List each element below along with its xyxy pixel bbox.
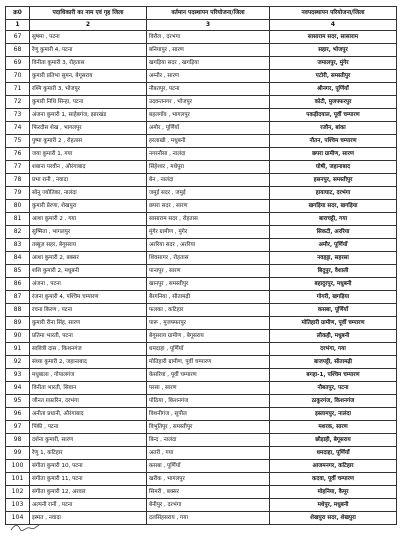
current-posting-cell: बेगूसराय ग्रामीण , बेगूसराय — [147, 330, 270, 343]
new-posting-cell: नौबतपुर, पटना — [270, 382, 397, 395]
new-posting-cell: धमदाहा, पूर्णियाँ — [270, 447, 397, 460]
current-posting-cell: मुंगेर ग्रामीण , मुंगेर — [147, 226, 270, 239]
new-posting-cell: ठाकुरगंज, किशनगंज — [270, 395, 397, 408]
name-cell: कुमारी प्रेरणा, शेखपुरा — [30, 200, 147, 213]
serial-cell: 99 — [6, 447, 30, 460]
name-cell: संगीता कुमारी 12, अरवल — [30, 486, 147, 499]
new-posting-cell: हायाघाट, दरभंगा — [270, 187, 397, 200]
name-cell: रेणु 1, कटिहार — [30, 447, 147, 460]
name-cell: फिरदौस शेख , भागलपुर — [30, 122, 147, 135]
table-row — [6, 44, 397, 57]
new-posting-cell: लौकही, मधुबनी — [270, 330, 397, 343]
name-cell: सोनू ज्योतिका, नालंदा — [30, 187, 147, 200]
table-row — [6, 96, 397, 109]
name-cell: विनीता भारती, सिवान — [30, 382, 147, 395]
serial-cell: 89 — [6, 317, 30, 330]
serial-cell: 75 — [6, 135, 30, 148]
current-posting-cell: विभूतिपुर , समस्तीपुर — [147, 421, 270, 434]
name-cell: कुमारी प्रतिभा सुमन, बेगूसराय — [30, 70, 147, 83]
column-number: 4 — [270, 20, 397, 31]
new-posting-cell: शेखपुरा सदर, शेखपुरा — [270, 512, 397, 525]
serial-cell: 92 — [6, 356, 30, 369]
column-number: 3 — [147, 20, 270, 31]
table-row — [6, 109, 397, 122]
table-row — [6, 135, 397, 148]
name-cell: मधुबाला , गोपालगंज — [30, 369, 147, 382]
name-cell: संगीता कुमारी 11, पटना — [30, 473, 147, 486]
name-cell: संध्या कुमारी 2, जहानाबाद — [30, 356, 147, 369]
table-row — [6, 291, 397, 304]
new-posting-cell: छौड़ाही, बेगूसराय — [270, 434, 397, 447]
header-name-district: पदाधिकारी का नाम एवं गृह जिला — [30, 7, 147, 20]
new-posting-cell: हसनपुर, समस्तीपुर — [270, 174, 397, 187]
current-posting-cell: हरलाखी , मधुबनी — [147, 135, 270, 148]
table-row — [6, 226, 397, 239]
name-cell: शबाना परवीन , औरंगाबाद — [30, 161, 147, 174]
table-row — [6, 473, 397, 486]
column-number: 2 — [30, 20, 147, 31]
current-posting-cell: दलसिंहसराय , गया — [147, 512, 270, 525]
new-posting-cell: गोगरी, खगड़िया — [270, 291, 397, 304]
current-posting-cell: पोठिया , किशनगंज — [147, 395, 270, 408]
current-posting-cell: फलका , कटिहार — [147, 304, 270, 317]
new-posting-cell: रजौन, बांका — [270, 122, 397, 135]
header-new-posting: नवपदस्थापन परियोजना/जिला — [270, 7, 397, 20]
name-cell: प्रतिमा भारती, पटना — [30, 330, 147, 343]
new-posting-cell: नवहट्टा, सहरसा — [270, 252, 397, 265]
serial-cell: 76 — [6, 148, 30, 161]
table-row — [6, 239, 397, 252]
new-posting-cell: पटोरी, समस्तीपुर — [270, 70, 397, 83]
serial-cell: 72 — [6, 96, 30, 109]
table-row — [6, 512, 397, 525]
new-posting-cell: बगहा-1, पश्चिम चम्पारण — [270, 369, 397, 382]
new-posting-cell: खगड़िया सदर, खगड़िया — [270, 200, 397, 213]
new-posting-cell: कसबा, पूर्णियाँ — [270, 304, 397, 317]
current-posting-cell: पारू , मुजफ्फरपुर — [147, 317, 270, 330]
current-posting-cell: सिंहेश्वर , मधेपुरा — [147, 161, 270, 174]
current-posting-cell: अतरी , गया — [147, 447, 270, 460]
table-row — [6, 174, 397, 187]
new-posting-cell: सहार, भोजपुर — [270, 44, 397, 57]
table-row — [6, 330, 397, 343]
serial-cell: 103 — [6, 499, 30, 512]
name-cell: पिंकी , पटना — [30, 421, 147, 434]
current-posting-cell: कसबा , पूर्णियाँ — [147, 460, 270, 473]
table-row — [6, 408, 397, 421]
serial-cell: 86 — [6, 278, 30, 291]
current-posting-cell: छपरा सदर , सारण — [147, 200, 270, 213]
table-row — [6, 486, 397, 499]
current-posting-cell: परसा , सारण — [147, 382, 270, 395]
table-row — [6, 148, 397, 161]
current-posting-cell: मोतिहारी ग्रामीण, पूर्वी चम्पारण — [147, 356, 270, 369]
current-posting-cell: पानापुर , सारण — [147, 265, 270, 278]
new-posting-cell: मशरक, सारण — [270, 421, 397, 434]
name-cell: कुमारी निधि सिन्हा, पटना — [30, 96, 147, 109]
table-row — [6, 499, 397, 512]
serial-cell: 79 — [6, 187, 30, 200]
new-posting-cell: आजमनगर, कटिहार — [270, 460, 397, 473]
serial-cell: 69 — [6, 57, 30, 70]
column-number-row — [6, 20, 397, 31]
table-row — [6, 161, 397, 174]
new-posting-cell: घोषी, जहानाबाद — [270, 161, 397, 174]
current-posting-cell: अररिया सदर , अररिया — [147, 239, 270, 252]
name-cell: आशा कुमारी 2, बक्सर — [30, 252, 147, 265]
table-row — [6, 343, 397, 356]
table-row — [6, 83, 397, 96]
name-cell: अंजना कुमारी 1, साहेबगंज, झारखंड — [30, 109, 147, 122]
table-row — [6, 434, 397, 447]
current-posting-cell: उदवन्तनगर , भोजपुर — [147, 96, 270, 109]
serial-cell: 98 — [6, 434, 30, 447]
serial-cell: 71 — [6, 83, 30, 96]
current-posting-cell: खगड़िया सदर , खगड़िया — [147, 57, 270, 70]
name-cell: रश्मि कुमारी 3, भोजपुर — [30, 83, 147, 96]
current-posting-cell: खरीक , भागलपुर — [147, 473, 270, 486]
name-cell: पुष्पा कुमारी 2 , रोहतास — [30, 135, 147, 148]
signature-mark — [10, 522, 40, 532]
name-cell: इस्मत , नवादा — [30, 512, 147, 525]
current-posting-cell: विशनीगंज , सुपौल — [147, 408, 270, 421]
current-posting-cell: बैरगनिया , सीतामढ़ी — [147, 291, 270, 304]
current-posting-cell: बनियापुर , सारण — [147, 44, 270, 57]
table-body — [6, 31, 397, 525]
serial-cell: 97 — [6, 421, 30, 434]
current-posting-cell: बेनीपुर , दरभंगा — [147, 499, 270, 512]
current-posting-cell: नौबतपुर, पटना — [147, 83, 270, 96]
serial-cell: 102 — [6, 486, 30, 499]
new-posting-cell: इस्लामपुर, नालंदा — [270, 408, 397, 421]
current-posting-cell: शिवसागर , रोहतास — [147, 252, 270, 265]
new-posting-cell: श्रीनगर, पूर्णियाँ — [270, 83, 397, 96]
name-cell: रचना किरण , पटना — [30, 304, 147, 317]
table-row — [6, 447, 397, 460]
name-cell: सुषमा , पटना — [30, 31, 147, 44]
new-posting-cell: मधेपुर, मधुबनी — [270, 499, 397, 512]
serial-cell: 74 — [6, 122, 30, 135]
name-cell: संगीता कुमारी 10, पटना — [30, 460, 147, 473]
new-posting-cell: छपरा ग्रामीण, सारण — [270, 148, 397, 161]
serial-cell: 90 — [6, 330, 30, 343]
table-row — [6, 304, 397, 317]
name-cell: जया कुमारी 1, गया — [30, 148, 147, 161]
table-row — [6, 421, 397, 434]
serial-cell: 81 — [6, 213, 30, 226]
table-row — [6, 265, 397, 278]
table-row — [6, 317, 397, 330]
table-row — [6, 369, 397, 382]
table-row — [6, 395, 397, 408]
new-posting-cell: सासाराम सदर, सासाराम — [270, 31, 397, 44]
serial-cell: 70 — [6, 70, 30, 83]
new-posting-cell: सिकटी, अररिया — [270, 226, 397, 239]
table-row — [6, 187, 397, 200]
current-posting-cell: सासाराम सदर , रोहतास — [147, 213, 270, 226]
current-posting-cell: अम्नौर , सारण — [147, 70, 270, 83]
new-posting-cell: पकड़ीदयाल, पूर्वी चम्पारण — [270, 109, 397, 122]
serial-cell: 78 — [6, 174, 30, 187]
current-posting-cell: जमुई सदर , जमुई — [147, 187, 270, 200]
serial-cell: 95 — [6, 395, 30, 408]
table-row — [6, 70, 397, 83]
serial-cell: 68 — [6, 44, 30, 57]
new-posting-cell: कदवा, पूर्वी चम्पारण — [270, 473, 397, 486]
name-cell: दर्शना कुमारी, सारण — [30, 434, 147, 447]
current-posting-cell: केसरिया , पूर्वी चम्पारण — [147, 369, 270, 382]
current-posting-cell: धमदाहा , पूर्णियाँ — [147, 343, 270, 356]
serial-cell: 83 — [6, 239, 30, 252]
serial-cell: 80 — [6, 200, 30, 213]
new-posting-cell: कोटी, मुजफ्फरपुर — [270, 96, 397, 109]
new-posting-cell: मोतिहारी ग्रामीण, पूर्वी चम्पारण — [270, 317, 397, 330]
current-posting-cell: बिन्द , नालंदा — [147, 434, 270, 447]
table-row — [6, 278, 397, 291]
name-cell: आशा कुमारी 2 , गया — [30, 213, 147, 226]
table-row — [6, 213, 397, 226]
new-posting-cell: बिदुपुर, वैशाली — [270, 265, 397, 278]
new-posting-cell: बाराचट्टी, गया — [270, 213, 397, 226]
current-posting-cell: विरौल , दरभंगा — [147, 31, 270, 44]
name-cell: सुष्मिता , भागलपुर — [30, 226, 147, 239]
name-cell: प्रभा रानी , नवादा — [30, 174, 147, 187]
serial-cell: 87 — [6, 291, 30, 304]
serial-cell: 104 — [6, 512, 30, 525]
table-header-row — [6, 7, 397, 20]
new-posting-cell: बहादुरपुर, मधुबनी — [270, 278, 397, 291]
serial-cell: 100 — [6, 460, 30, 473]
serial-cell: 77 — [6, 161, 30, 174]
serial-cell: 101 — [6, 473, 30, 486]
table-row — [6, 382, 397, 395]
name-cell: जीनत ग़फ़ारिन, दरभंगा — [30, 395, 147, 408]
name-cell: अंजना , पटना — [30, 278, 147, 291]
serial-cell: 88 — [6, 304, 30, 317]
column-number: 1 — [6, 20, 30, 31]
serial-cell: 84 — [6, 252, 30, 265]
table-row — [6, 356, 397, 369]
current-posting-cell: अमौर , पूर्णियाँ — [147, 122, 270, 135]
new-posting-cell: बाजपट्टी, सीतामढ़ी — [270, 356, 397, 369]
name-cell: विनीता कुमारी 3, रोहतास — [30, 57, 147, 70]
current-posting-cell: सिमरी , बक्सर — [147, 486, 270, 499]
new-posting-cell: नौतन, पश्चिम चम्पारण — [270, 135, 397, 148]
table-row — [6, 31, 397, 44]
current-posting-cell: खानपुर , समस्तीपुर — [147, 278, 270, 291]
header-serial: क्र0 — [6, 7, 30, 20]
serial-cell: 67 — [6, 31, 30, 44]
new-posting-cell: अमौर, पूर्णियाँ — [270, 239, 397, 252]
name-cell: तब्बुज़ सहर, बेगूसराय — [30, 239, 147, 252]
name-cell: रेणु कुमारी 4, पटना — [30, 44, 147, 57]
current-posting-cell: बहलगाँव , भागलपुर — [147, 109, 270, 122]
serial-cell: 91 — [6, 343, 30, 356]
serial-cell: 82 — [6, 226, 30, 239]
serial-cell: 73 — [6, 109, 30, 122]
name-cell: रंजना कुमारी 4, पश्चिम चम्पारण — [30, 291, 147, 304]
serial-cell: 94 — [6, 382, 30, 395]
table-row — [6, 57, 397, 70]
table-row — [6, 460, 397, 473]
header-current-posting: वर्तमान पदस्थापन परियोजना/जिला — [147, 7, 270, 20]
table-row — [6, 122, 397, 135]
new-posting-cell: मोहनिया, कैमूर — [270, 486, 397, 499]
new-posting-cell: दरभंगा, गया — [270, 343, 397, 356]
serial-cell: 93 — [6, 369, 30, 382]
table-row — [6, 200, 397, 213]
name-cell: अल्पनी रानी , पटना — [30, 499, 147, 512]
name-cell: अनीता प्रधानी, औरंगाबाद — [30, 408, 147, 421]
transfer-table — [5, 6, 397, 525]
current-posting-cell: नगरनौसा , नालंदा — [147, 148, 270, 161]
serial-cell: 85 — [6, 265, 30, 278]
name-cell: शशि कुमारी 2, मधुबनी — [30, 265, 147, 278]
new-posting-cell: जमालपुर, मुंगेर — [270, 57, 397, 70]
serial-cell: 96 — [6, 408, 30, 421]
table-row — [6, 252, 397, 265]
name-cell: सावित्री दास , किशनगंज — [30, 343, 147, 356]
current-posting-cell: बेन , नालंदा — [147, 174, 270, 187]
name-cell: कुमारी रीना सिंह, सारण — [30, 317, 147, 330]
